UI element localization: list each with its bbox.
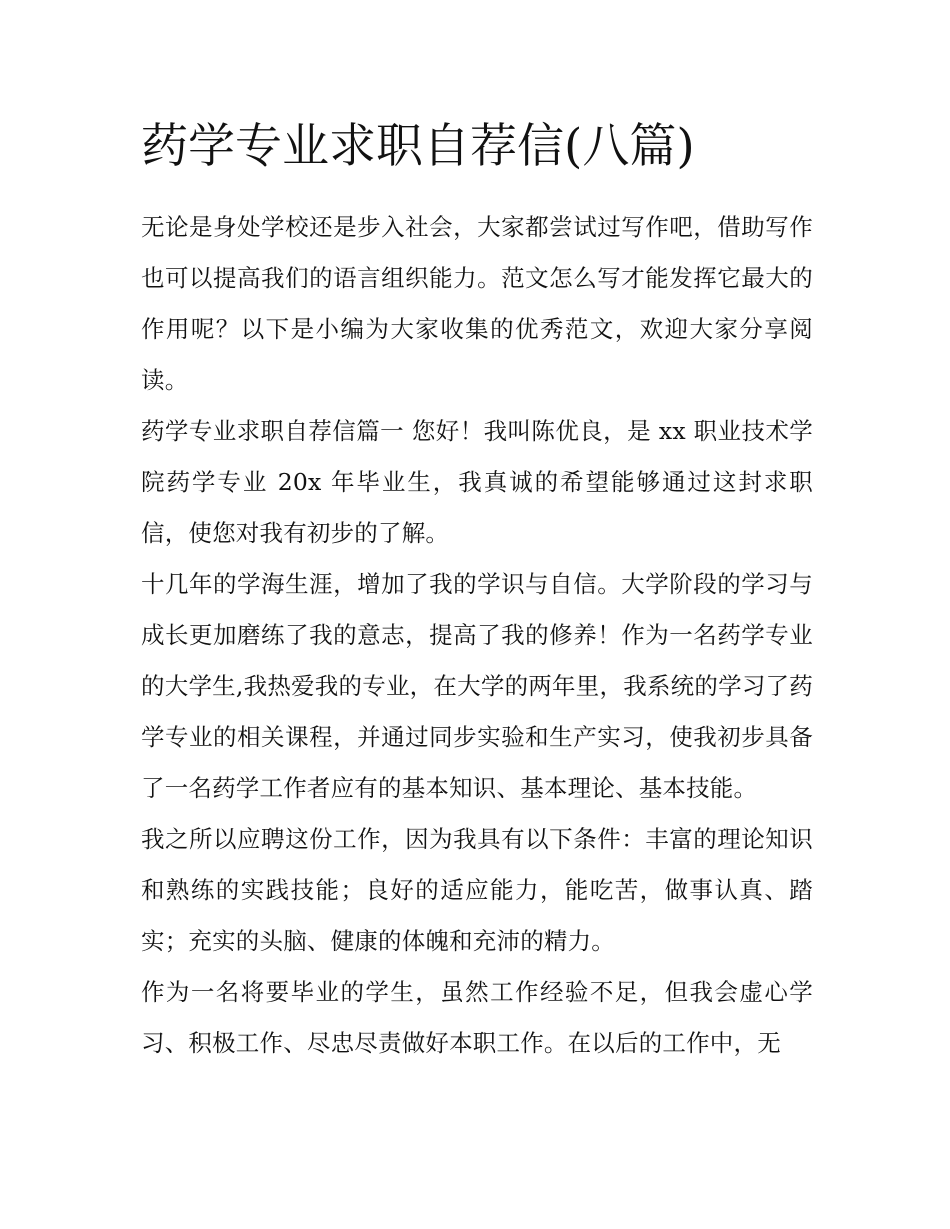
paragraph-intro: 无论是身处学校还是步入社会，大家都尝试过写作吧，借助写作也可以提高我们的语言组织能力。范文怎么写才能发挥它最大的作用呢？以下是小编为大家收集的优秀范文，欢迎大家分享阅读。 — [141, 213, 813, 394]
document-title: 药学专业求职自荐信(八篇) — [141, 119, 695, 174]
paragraph-qualifications: 我之所以应聘这份工作，因为我具有以下条件：丰富的理论知识和熟练的实践技能；良好的适应能力，能吃苦，做事认真、踏实；充实的头脑、健康的体魄和充沛的精力。 — [141, 825, 813, 955]
paragraph-commitment: 作为一名将要毕业的学生，虽然工作经验不足，但我会虚心学习、积极工作、尽忠尽责做好本职工作。在以后的工作中，无 — [141, 978, 813, 1057]
document-page — [141, 112, 813, 1069]
document-body — [141, 202, 813, 1069]
paragraph-greeting: 药学专业求职自荐信篇一 您好！我叫陈优良，是 xx 职业技术学院药学专业 20x 年毕业生，我真诚的希望能够通过这封求职信，使您对我有初步的了解。 — [141, 417, 813, 547]
paragraph-education: 十几年的学海生涯，增加了我的学识与自信。大学阶段的学习与成长更加磨练了我的意志，提高了我的修养！作为一名药学专业的大学生,我热爱我的专业，在大学的两年里，我系统的学习了药学专业的相关课程，并通过同步实验和生产实习，使我初步具备了一名药学工作者应有的基本知识、基本理论、基本技能。 — [141, 570, 813, 802]
